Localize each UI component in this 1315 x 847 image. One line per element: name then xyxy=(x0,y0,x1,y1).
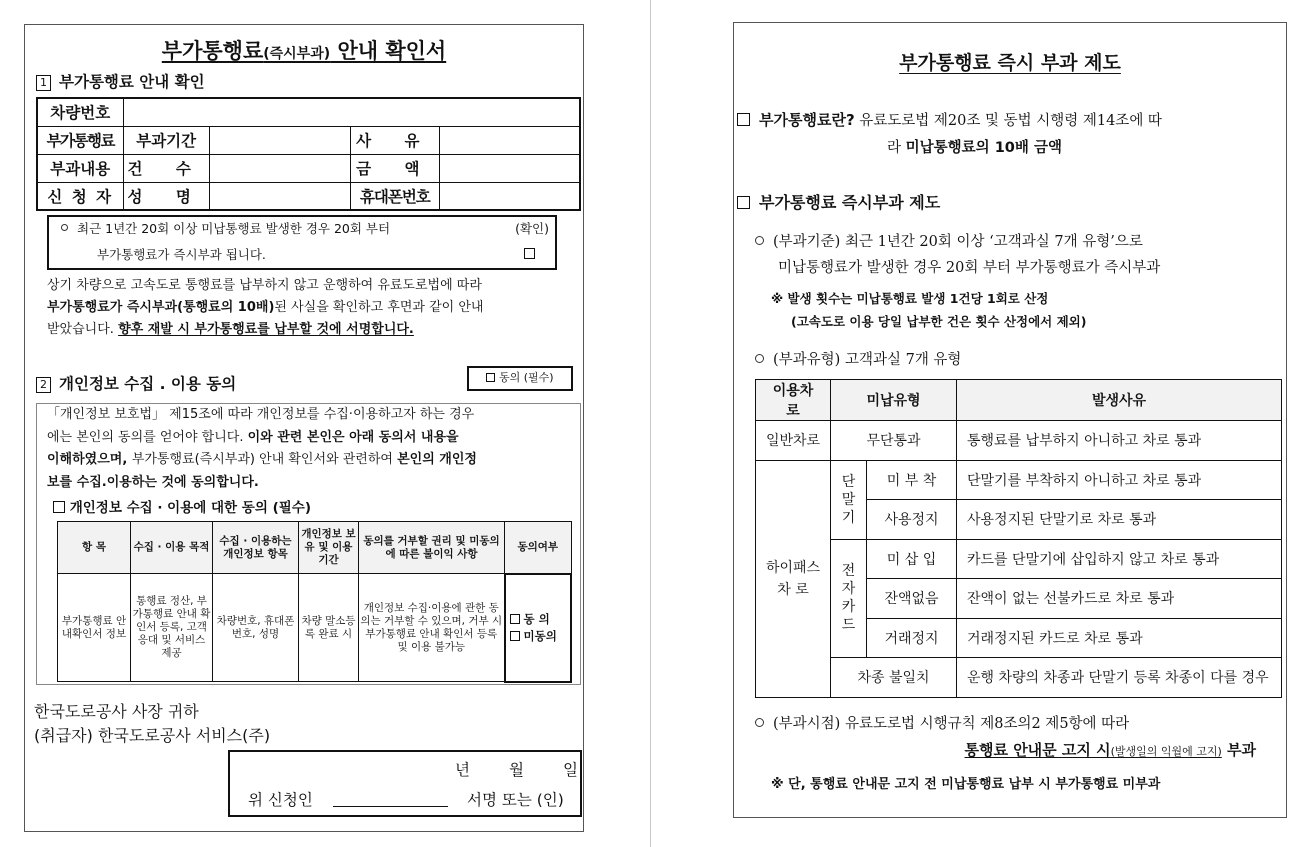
bullet-circle-icon xyxy=(755,354,764,363)
timing-line-1 xyxy=(755,712,1129,733)
square-icon xyxy=(737,196,750,209)
privacy-line-2: 에는 본인의 동의를 얻어야 합니다. xyxy=(47,429,248,445)
notice-line-1: 최근 1년간 20회 이상 미납통행료 발생한 경우 20회 부터 xyxy=(77,221,391,236)
types-heading xyxy=(755,348,961,369)
definition-bold: 미납통행료의 10배 금액 xyxy=(905,140,1062,156)
privacy-line-3-bold: 이해하였으며, xyxy=(47,452,132,467)
cell-fields: 차량번호, 휴대폰번호, 성명 xyxy=(213,574,299,682)
types-heading-text: (부과유형) 고객과실 7개 유형 xyxy=(773,352,962,368)
sign-year: 년 xyxy=(455,761,470,779)
card-reason-cell: 거래정지된 카드로 차로 통과 xyxy=(957,618,1282,658)
period-label: 부과기간 xyxy=(123,126,209,154)
statement-line-3: 받았습니다. xyxy=(47,322,119,337)
signature-line[interactable] xyxy=(333,806,448,807)
card-type-cell: 미 삽 입 xyxy=(867,539,957,579)
timing-note: ※ 단, 통행료 안내문 고지 전 미납통행료 납부 시 부가통행료 미부과 xyxy=(771,777,1161,792)
statement-line-1: 상기 차량으로 고속도로 통행료를 납부하지 않고 운행하여 유료도로법에 따라 xyxy=(47,278,482,293)
header-purpose: 수집 · 이용 목적 xyxy=(131,522,213,574)
vehicle-info-table xyxy=(36,97,581,211)
card-reason-cell: 카드를 단말기에 삽입하지 않고 차로 통과 xyxy=(957,539,1282,579)
consent-heading xyxy=(53,496,311,516)
name-label: 성 명 xyxy=(127,187,205,206)
criteria-line-1 xyxy=(755,230,1143,251)
timing-bold: 통행료 안내문 고지 시 xyxy=(964,741,1111,759)
section-1-heading xyxy=(36,70,205,92)
disagree-option-checkbox[interactable] xyxy=(510,631,520,641)
period-field[interactable] xyxy=(209,126,350,154)
consent-table xyxy=(57,521,572,683)
hipass-lane-cell: 하이패스 차 로 xyxy=(756,460,831,697)
privacy-line-4: 보를 수집.이용하는 것에 동의합니다. xyxy=(47,474,259,490)
content-label: 부과내용 xyxy=(37,154,123,182)
terminal-reason-cell: 사용정지된 단말기로 차로 통과 xyxy=(957,500,1282,540)
disagree-option-label: 미동의 xyxy=(523,628,557,643)
header-type: 미납유형 xyxy=(831,380,957,421)
definition-label: 부가통행료란? xyxy=(759,111,855,129)
definition-text-2: 라 xyxy=(887,140,906,156)
count-label: 건 수 xyxy=(127,160,205,178)
title-main: 부가통행료 xyxy=(161,39,264,63)
section-number: 1 xyxy=(36,75,51,91)
timing-text-1: (부과시점) 유료도로법 시행규칙 제8조의2 제5항에 따라 xyxy=(773,716,1130,732)
recipient: 한국도로공사 사장 귀하 xyxy=(34,702,199,721)
bullet-circle-icon xyxy=(755,718,764,727)
definition-text-1: 유료도로법 제20조 및 동법 시행령 제14조에 따 xyxy=(859,113,1162,129)
privacy-line-3-bold-end: 본인의 개인정 xyxy=(397,452,477,467)
timing-end: 부과 xyxy=(1221,741,1256,759)
sign-signature-label: 서명 또는 (인) xyxy=(467,791,564,809)
card-group-cell: 전자카드 xyxy=(831,539,867,658)
card-reason-cell: 잔액이 없는 선불카드로 차로 통과 xyxy=(957,579,1282,619)
square-icon xyxy=(737,113,750,126)
count-field[interactable] xyxy=(209,154,350,182)
definition-line-1 xyxy=(737,109,1162,130)
notice-confirm-label: (확인) xyxy=(515,221,549,236)
criteria-note-1: ※ 발생 횟수는 미납통행료 발생 1건당 1회로 산정 xyxy=(771,291,1049,306)
privacy-paragraph xyxy=(47,404,577,494)
section-2-heading xyxy=(36,372,236,394)
agree-option[interactable] xyxy=(510,611,570,628)
privacy-line-1: 「개인정보 보호법」 제15조에 따라 개인정보를 수집·이용하고자 하는 경우 xyxy=(47,407,475,422)
bullet-circle-icon xyxy=(61,224,68,231)
toll-label: 부가통행료 xyxy=(37,126,123,154)
amount-field[interactable] xyxy=(439,154,580,182)
notice-box xyxy=(47,215,557,270)
card-type-cell: 잔액없음 xyxy=(867,579,957,619)
confirmation-form-page xyxy=(24,24,584,832)
card-type-cell: 거래정지 xyxy=(867,618,957,658)
sign-day: 일 xyxy=(563,761,578,779)
mismatch-type: 차종 불일치 xyxy=(831,658,957,698)
phone-field[interactable] xyxy=(439,182,580,210)
privacy-line-2-bold: 이와 관련 본인은 아래 동의서 내용을 xyxy=(247,429,459,445)
cell-retention: 차량 말소등록 완료 시 xyxy=(299,574,359,682)
amount-label: 금 액 xyxy=(356,160,434,178)
no-pass-type: 무단통과 xyxy=(831,421,957,461)
criteria-text-1: (부과기준) 최근 1년간 20회 이상 ‘고객과실 7개 유형’으로 xyxy=(773,234,1143,250)
header-item: 항 목 xyxy=(58,522,131,574)
system-info-page xyxy=(733,22,1287,818)
sign-month: 월 xyxy=(509,761,524,779)
applicant-label: 신 청 자 xyxy=(37,182,123,210)
violation-types-table xyxy=(755,379,1282,698)
right-title xyxy=(734,48,1286,75)
statement-bold: 부가통행료가 즉시부과(통행료의 10배) xyxy=(47,300,275,315)
header-lane: 이용차로 xyxy=(756,380,831,421)
statement-line-2: 된 사실을 확인하고 후면과 같이 안내 xyxy=(274,300,484,315)
phone-label: 휴대폰번호 xyxy=(350,182,439,210)
agree-required-box[interactable] xyxy=(467,366,573,391)
agree-option-label: 동 의 xyxy=(523,611,550,626)
privacy-line-3: 부가통행료(즉시부과) 안내 확인서와 관련하여 xyxy=(131,452,398,467)
header-retention: 개인정보 보유 및 이용기간 xyxy=(299,522,359,574)
mismatch-reason: 운행 차량의 차종과 단말기 등록 차종이 다를 경우 xyxy=(957,658,1282,698)
vehicle-no-label: 차량번호 xyxy=(37,98,123,126)
cell-purpose: 통행료 정산, 부가통행료 안내 확인서 등록, 고객응대 및 서비스 제공 xyxy=(131,574,213,682)
notice-confirm-checkbox[interactable] xyxy=(524,248,535,259)
notice-line-2: 부가통행료가 즉시부과 됩니다. xyxy=(97,247,266,262)
timing-line-2 xyxy=(965,739,1257,760)
general-lane-cell: 일반차로 xyxy=(756,421,831,461)
terminal-reason-cell: 단말기를 부착하지 아니하고 차로 통과 xyxy=(957,460,1282,500)
definition-line-2 xyxy=(887,136,1062,157)
agree-option-checkbox[interactable] xyxy=(510,614,520,624)
square-icon xyxy=(53,501,65,513)
header-refusal: 동의를 거부할 권리 및 미동의에 따른 불이익 사항 xyxy=(359,522,505,574)
signature-box xyxy=(228,750,582,817)
header-agree: 동의여부 xyxy=(505,522,572,574)
section-system-heading xyxy=(737,190,940,213)
agree-required-label: 동의 (필수) xyxy=(498,371,554,384)
terminal-group-cell: 단말기 xyxy=(831,460,867,539)
timing-paren: (발생일의 익월에 고지) xyxy=(1110,745,1222,758)
statement-paragraph xyxy=(47,275,577,341)
consent-heading-text: 개인정보 수집 · 이용에 대한 동의 (필수) xyxy=(69,500,311,516)
statement-underlined: 향후 재발 시 부가통행료를 납부할 것에 서명합니다. xyxy=(118,322,414,337)
right-title-text: 부가통행료 즉시 부과 제도 xyxy=(899,52,1121,74)
cell-item: 부가통행료 안내확인서 정보 xyxy=(58,574,131,682)
terminal-type-cell: 사용정지 xyxy=(867,500,957,540)
section-title: 부가통행료 안내 확인 xyxy=(59,73,205,91)
criteria-line-2: 미납통행료가 발생한 경우 20회 부터 부가통행료가 즉시부과 xyxy=(778,260,1161,276)
cell-refusal: 개인정보 수집·이용에 관한 동의는 거부할 수 있으며, 거부 시 부가통행료 안내 확인서 등록 및 이용 불가능 xyxy=(359,574,505,682)
title-rest: 안내 확인서 xyxy=(330,39,447,63)
vehicle-no-field[interactable] xyxy=(123,98,580,126)
document-title xyxy=(25,35,583,65)
section-number: 2 xyxy=(36,377,51,393)
name-field[interactable] xyxy=(209,182,350,210)
cell-agree xyxy=(505,574,572,682)
header-fields: 수집 · 이용하는 개인정보 항목 xyxy=(213,522,299,574)
agree-checkbox[interactable] xyxy=(486,373,495,382)
reason-field[interactable] xyxy=(439,126,580,154)
handler: (취급자) 한국도로공사 서비스(주) xyxy=(34,726,271,745)
section-system-title: 부가통행료 즉시부과 제도 xyxy=(759,193,941,212)
no-pass-reason: 통행료를 납부하지 아니하고 차로 통과 xyxy=(957,421,1282,461)
title-paren: (즉시부과) xyxy=(263,46,331,62)
bullet-circle-icon xyxy=(755,236,764,245)
header-reason: 발생사유 xyxy=(957,380,1282,421)
page-gutter xyxy=(650,0,651,847)
disagree-option[interactable] xyxy=(510,628,570,645)
criteria-note-2: (고속도로 이용 당일 납부한 건은 횟수 산정에서 제외) xyxy=(791,314,1087,329)
terminal-type-cell: 미 부 착 xyxy=(867,460,957,500)
sign-applicant-label: 위 신청인 xyxy=(248,791,313,809)
section-title: 개인정보 수집 . 이용 동의 xyxy=(59,375,237,393)
reason-label: 사 유 xyxy=(356,132,434,150)
